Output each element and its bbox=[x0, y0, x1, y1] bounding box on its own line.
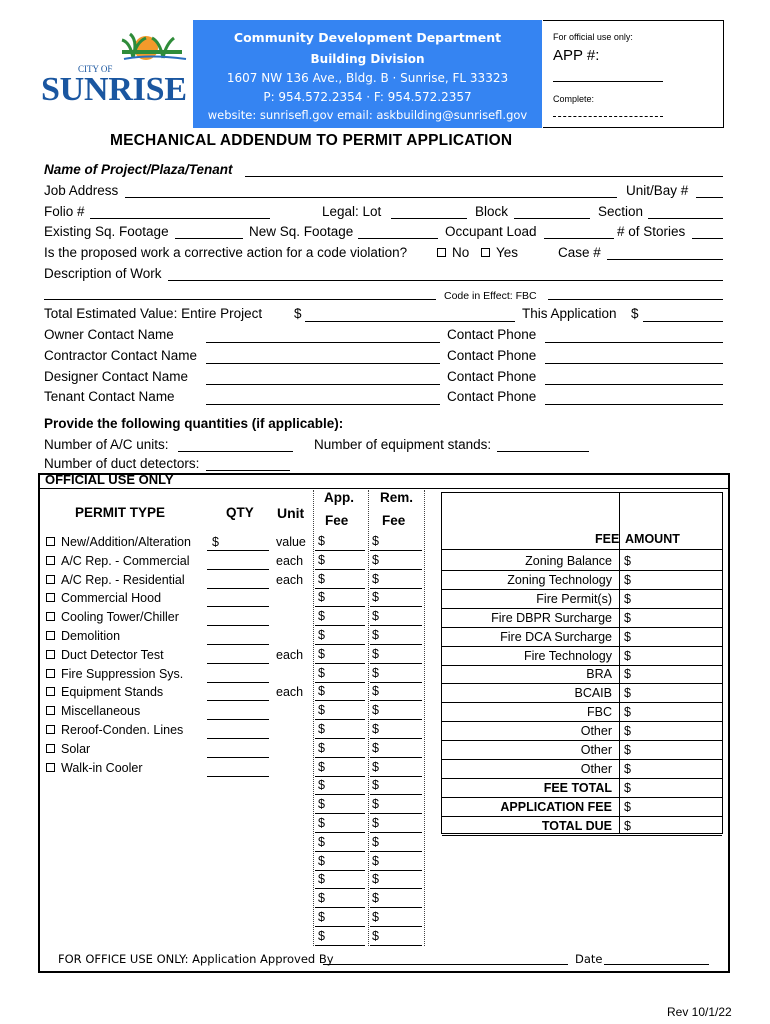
qty-input[interactable] bbox=[207, 757, 269, 758]
permit-type-option[interactable]: Walk-in Cooler bbox=[46, 760, 143, 776]
rem-fee-cell[interactable]: $ bbox=[372, 928, 379, 943]
app-fee-cell[interactable]: $ bbox=[318, 552, 325, 567]
fee-amount-cell[interactable]: $ bbox=[624, 780, 631, 795]
fee-amount-cell[interactable]: $ bbox=[624, 724, 631, 739]
fee-amount-cell[interactable]: $ bbox=[624, 629, 631, 644]
fee-amount-cell[interactable]: $ bbox=[624, 667, 631, 682]
app-fee-cell[interactable]: $ bbox=[318, 853, 325, 868]
phone-label: Contact Phone bbox=[447, 348, 537, 363]
permit-type-option[interactable]: Commercial Hood bbox=[46, 590, 161, 606]
fee-amount-cell[interactable]: $ bbox=[624, 591, 631, 606]
app-fee-input[interactable] bbox=[315, 870, 365, 871]
project-label: Name of Project/Plaza/Tenant bbox=[44, 162, 233, 177]
quantities-heading: Provide the following quantities (if applicable): bbox=[44, 416, 344, 431]
fee-header: FEE bbox=[595, 532, 620, 546]
fee-label: Zoning Technology bbox=[507, 572, 612, 587]
app-fee-cell[interactable]: $ bbox=[318, 872, 325, 887]
rem-fee-cell[interactable]: $ bbox=[372, 684, 379, 699]
duct-detectors-input[interactable] bbox=[206, 470, 290, 471]
rem-fee-input[interactable] bbox=[370, 625, 422, 626]
fee-amount-cell[interactable]: $ bbox=[624, 818, 631, 833]
phone-label: Contact Phone bbox=[447, 389, 537, 404]
fee-label: BRA bbox=[586, 667, 612, 682]
rem-fee-input[interactable] bbox=[370, 588, 422, 589]
entire-project-input[interactable] bbox=[305, 321, 515, 322]
permit-type-option[interactable]: Duct Detector Test bbox=[46, 647, 164, 663]
approved-by-input[interactable] bbox=[323, 964, 568, 965]
qty-input[interactable] bbox=[207, 738, 269, 739]
app-fee-cell[interactable]: $ bbox=[318, 778, 325, 793]
rem-fee-input[interactable] bbox=[370, 550, 422, 551]
app-fee-input[interactable] bbox=[315, 926, 365, 927]
app-fee-cell[interactable]: $ bbox=[318, 703, 325, 718]
rem-fee-input[interactable] bbox=[370, 794, 422, 795]
date-label: Date bbox=[575, 952, 603, 966]
rem-fee-cell[interactable]: $ bbox=[372, 759, 379, 774]
app-fee-input[interactable] bbox=[315, 888, 365, 889]
qty-input[interactable] bbox=[207, 700, 269, 701]
permit-checkbox[interactable] bbox=[46, 556, 55, 565]
app-number-label: APP #: bbox=[553, 47, 600, 64]
app-fee-input[interactable] bbox=[315, 644, 365, 645]
app-fee-cell[interactable]: $ bbox=[318, 816, 325, 830]
permit-checkbox[interactable] bbox=[46, 706, 55, 715]
qty-input[interactable] bbox=[207, 682, 269, 683]
phone-label: Contact Phone bbox=[447, 369, 537, 384]
unit-value: value bbox=[276, 535, 306, 549]
fee-label: FBC bbox=[587, 705, 612, 720]
app-fee-header: Fee bbox=[325, 513, 349, 528]
existing-sqft-label: Existing Sq. Footage bbox=[44, 224, 169, 239]
fee-label: Other bbox=[580, 743, 612, 757]
stories-input[interactable] bbox=[692, 238, 723, 239]
yes-checkbox[interactable] bbox=[481, 248, 490, 257]
fee-label: APPLICATION FEE bbox=[500, 799, 612, 814]
rem-fee-cell[interactable]: $ bbox=[372, 703, 379, 718]
equipment-stands-input[interactable] bbox=[497, 451, 589, 452]
app-fee-cell[interactable]: $ bbox=[318, 571, 325, 586]
app-fee-cell[interactable]: $ bbox=[318, 797, 325, 812]
phone-label: Contact Phone bbox=[447, 327, 537, 342]
folio-input[interactable] bbox=[90, 218, 270, 219]
app-fee-input[interactable] bbox=[315, 945, 365, 946]
rem-fee-header: Fee bbox=[382, 513, 406, 528]
permit-checkbox[interactable] bbox=[46, 744, 55, 753]
permit-type-option[interactable]: Fire Suppression Sys. bbox=[46, 666, 183, 682]
rem-fee-cell[interactable]: $ bbox=[372, 571, 379, 586]
owner-phone-input[interactable] bbox=[545, 342, 723, 343]
app-fee-cell[interactable]: $ bbox=[318, 740, 325, 755]
fee-amount-cell[interactable]: $ bbox=[624, 705, 631, 720]
unit-value: each bbox=[276, 685, 304, 700]
permit-checkbox[interactable] bbox=[46, 725, 55, 734]
rem-fee-cell[interactable]: $ bbox=[372, 534, 379, 548]
rem-fee-input[interactable] bbox=[370, 851, 422, 852]
approved-by-label: FOR OFFICE USE ONLY: Application Approved By bbox=[58, 952, 334, 966]
corrective-question: Is the proposed work a corrective action for a code violation? bbox=[44, 245, 408, 260]
new-sqft-label: New Sq. Footage bbox=[249, 224, 354, 239]
form-title: MECHANICAL ADDENDUM TO PERMIT APPLICATION bbox=[110, 132, 513, 149]
description-label: Description of Work bbox=[44, 266, 162, 281]
stories-label: # of Stories bbox=[617, 224, 686, 239]
qty-header: QTY bbox=[226, 505, 254, 520]
rem-fee-input[interactable] bbox=[370, 776, 422, 777]
qty-input[interactable] bbox=[207, 719, 269, 720]
permit-type-option[interactable]: A/C Rep. - Residential bbox=[46, 572, 185, 588]
permit-type-option[interactable]: Miscellaneous bbox=[46, 703, 140, 719]
yes-option[interactable]: Yes bbox=[481, 245, 518, 261]
section-input[interactable] bbox=[648, 218, 723, 219]
official-label: For official use only: bbox=[553, 32, 633, 42]
job-address-input[interactable] bbox=[125, 197, 617, 198]
permit-checkbox[interactable] bbox=[46, 687, 55, 696]
app-fee-input[interactable] bbox=[315, 569, 365, 570]
owner-label: Owner Contact Name bbox=[44, 327, 174, 342]
fee-amount-cell[interactable]: $ bbox=[624, 572, 631, 587]
this-application-input[interactable] bbox=[643, 321, 723, 322]
app-fee-cell[interactable]: $ bbox=[318, 609, 325, 624]
block-input[interactable] bbox=[514, 218, 590, 219]
description-input[interactable] bbox=[168, 280, 723, 281]
rem-fee-input[interactable] bbox=[370, 832, 422, 833]
lot-input[interactable] bbox=[391, 218, 467, 219]
qty-input[interactable] bbox=[207, 550, 269, 551]
tenant-phone-input[interactable] bbox=[545, 404, 723, 405]
app-fee-input[interactable] bbox=[315, 832, 365, 833]
unit-value: each bbox=[276, 553, 304, 568]
app-fee-input[interactable] bbox=[315, 757, 365, 758]
permit-checkbox[interactable] bbox=[46, 593, 55, 602]
legal-lot-label: Legal: Lot bbox=[322, 204, 382, 219]
app-fee-input[interactable] bbox=[315, 588, 365, 589]
rem-fee-cell[interactable]: $ bbox=[372, 552, 379, 567]
permit-checkbox[interactable] bbox=[46, 612, 55, 621]
app-fee-cell[interactable]: $ bbox=[318, 534, 325, 548]
rem-fee-input[interactable] bbox=[370, 682, 422, 683]
app-fee-cell[interactable]: $ bbox=[318, 590, 325, 605]
fee-label: FEE TOTAL bbox=[543, 780, 612, 795]
division-name: Building Division bbox=[310, 52, 425, 66]
rem-fee-cell[interactable]: $ bbox=[372, 646, 379, 661]
ac-units-input[interactable] bbox=[178, 451, 293, 452]
app-fee-cell[interactable]: $ bbox=[318, 910, 325, 924]
unit-label: Unit/Bay # bbox=[626, 183, 689, 198]
fee-label: Fire Permit(s) bbox=[536, 591, 612, 606]
address: 1607 NW 136 Ave., Bldg. B · Sunrise, FL 33323 bbox=[226, 71, 509, 85]
contractor-label: Contractor Contact Name bbox=[44, 348, 198, 363]
qty-input[interactable] bbox=[207, 588, 269, 589]
rem-fee-input[interactable] bbox=[370, 606, 422, 607]
rem-fee-cell[interactable]: $ bbox=[372, 910, 379, 924]
section-label: Section bbox=[598, 204, 644, 219]
existing-sqft-input[interactable] bbox=[175, 238, 243, 239]
designer-phone-input[interactable] bbox=[545, 384, 723, 385]
designer-label: Designer Contact Name bbox=[44, 369, 189, 384]
rem-header: Rem. bbox=[380, 490, 414, 505]
revision-label: Rev 10/1/22 bbox=[667, 1005, 732, 1019]
permit-checkbox[interactable] bbox=[46, 650, 55, 659]
unit-value: each bbox=[276, 572, 304, 587]
fee-label: BCAIB bbox=[574, 686, 612, 701]
rem-fee-cell[interactable]: $ bbox=[372, 740, 379, 755]
app-fee-input[interactable] bbox=[315, 738, 365, 739]
qty-value: $ bbox=[212, 535, 219, 549]
code-in-effect-label: Code in Effect: FBC bbox=[444, 290, 537, 302]
app-fee-input[interactable] bbox=[315, 794, 365, 795]
fee-amount-cell[interactable]: $ bbox=[624, 686, 631, 701]
rem-fee-cell[interactable]: $ bbox=[372, 590, 379, 605]
contractor-input[interactable] bbox=[206, 363, 440, 364]
fee-amount-cell[interactable]: $ bbox=[624, 743, 631, 757]
tenant-label: Tenant Contact Name bbox=[44, 389, 175, 404]
permit-checkbox[interactable] bbox=[46, 537, 55, 546]
this-application-label: This Application bbox=[522, 306, 617, 321]
no-checkbox[interactable] bbox=[437, 248, 446, 257]
occupant-load-input[interactable] bbox=[544, 238, 614, 239]
code-input[interactable] bbox=[548, 299, 723, 300]
fee-amount-cell[interactable]: $ bbox=[624, 610, 631, 625]
permit-type-option[interactable]: A/C Rep. - Commercial bbox=[46, 553, 190, 569]
fee-label: Zoning Balance bbox=[525, 554, 612, 568]
department-header bbox=[193, 20, 542, 128]
rem-fee-cell[interactable]: $ bbox=[372, 797, 379, 812]
permit-checkbox[interactable] bbox=[46, 575, 55, 584]
app-fee-input[interactable] bbox=[315, 663, 365, 664]
app-fee-input[interactable] bbox=[315, 776, 365, 777]
app-fee-input[interactable] bbox=[315, 719, 365, 720]
rem-fee-input[interactable] bbox=[370, 888, 422, 889]
permit-type-option[interactable]: Equipment Stands bbox=[46, 684, 163, 700]
app-fee-input[interactable] bbox=[315, 625, 365, 626]
permit-checkbox[interactable] bbox=[46, 631, 55, 640]
rem-fee-cell[interactable]: $ bbox=[372, 834, 379, 849]
rem-fee-cell[interactable]: $ bbox=[372, 665, 379, 680]
fee-amount-cell[interactable]: $ bbox=[624, 554, 631, 568]
ac-units-label: Number of A/C units: bbox=[44, 437, 169, 452]
project-input[interactable] bbox=[245, 176, 723, 177]
rem-fee-cell[interactable]: $ bbox=[372, 778, 379, 793]
qty-input[interactable] bbox=[207, 625, 269, 626]
rem-fee-cell[interactable]: $ bbox=[372, 872, 379, 887]
folio-label: Folio # bbox=[44, 204, 85, 219]
app-fee-cell[interactable]: $ bbox=[318, 759, 325, 774]
rem-fee-input[interactable] bbox=[370, 663, 422, 664]
permit-type-option[interactable]: Reroof-Conden. Lines bbox=[46, 722, 183, 738]
website-email: website: sunrisefl.gov email: askbuilding@sunrisefl.gov bbox=[207, 108, 528, 122]
job-address-label: Job Address bbox=[44, 183, 119, 198]
rem-fee-input[interactable] bbox=[370, 907, 422, 908]
contractor-phone-input[interactable] bbox=[545, 363, 723, 364]
rem-fee-input[interactable] bbox=[370, 700, 422, 701]
fee-amount-cell[interactable]: $ bbox=[624, 799, 631, 814]
dollar-sign: $ bbox=[631, 306, 639, 321]
duct-detectors-label: Number of duct detectors: bbox=[44, 456, 200, 471]
total-value-label: Total Estimated Value: Entire Project bbox=[44, 306, 263, 321]
app-fee-cell[interactable]: $ bbox=[318, 928, 325, 943]
unit-value: each bbox=[276, 647, 304, 662]
no-option[interactable]: No bbox=[437, 245, 469, 261]
app-fee-cell[interactable]: $ bbox=[318, 628, 325, 642]
rem-fee-cell[interactable]: $ bbox=[372, 609, 379, 624]
rem-fee-cell[interactable]: $ bbox=[372, 722, 379, 736]
permit-checkbox[interactable] bbox=[46, 669, 55, 678]
new-sqft-input[interactable] bbox=[358, 238, 438, 239]
date-input[interactable] bbox=[604, 964, 709, 965]
case-input[interactable] bbox=[607, 259, 723, 260]
rem-fee-input[interactable] bbox=[370, 945, 422, 946]
amount-header: AMOUNT bbox=[625, 532, 680, 546]
permit-checkbox[interactable] bbox=[46, 763, 55, 772]
app-fee-input[interactable] bbox=[315, 813, 365, 814]
unit-header: Unit bbox=[277, 505, 305, 521]
fee-label: Fire DCA Surcharge bbox=[500, 629, 612, 644]
permit-type-option[interactable]: Demolition bbox=[46, 628, 120, 644]
logo-city-text: CITY OF bbox=[78, 64, 113, 74]
app-fee-input[interactable] bbox=[315, 851, 365, 852]
permit-type-option[interactable]: Solar bbox=[46, 741, 90, 757]
fee-amount-cell[interactable]: $ bbox=[624, 761, 631, 776]
qty-input[interactable] bbox=[207, 663, 269, 664]
app-fee-cell[interactable]: $ bbox=[318, 722, 325, 736]
fee-label: Fire DBPR Surcharge bbox=[491, 610, 612, 625]
block-label: Block bbox=[475, 204, 509, 219]
fee-label: Fire Technology bbox=[523, 648, 612, 663]
description-input-2[interactable] bbox=[44, 299, 436, 300]
rem-fee-cell[interactable]: $ bbox=[372, 628, 379, 642]
permit-type-option[interactable]: Cooling Tower/Chiller bbox=[46, 609, 179, 625]
app-fee-cell[interactable]: $ bbox=[318, 891, 325, 906]
app-fee-input[interactable] bbox=[315, 700, 365, 701]
tenant-input[interactable] bbox=[206, 404, 440, 405]
rem-fee-cell[interactable]: $ bbox=[372, 853, 379, 868]
rem-fee-input[interactable] bbox=[370, 644, 422, 645]
app-fee-input[interactable] bbox=[315, 550, 365, 551]
app-fee-cell[interactable]: $ bbox=[318, 834, 325, 849]
app-fee-input[interactable] bbox=[315, 682, 365, 683]
permit-type-header: PERMIT TYPE bbox=[75, 505, 166, 520]
fee-amount-cell[interactable]: $ bbox=[624, 648, 631, 663]
rem-fee-input[interactable] bbox=[370, 813, 422, 814]
app-fee-input[interactable] bbox=[315, 907, 365, 908]
case-label: Case # bbox=[558, 245, 601, 260]
rem-fee-input[interactable] bbox=[370, 738, 422, 739]
rem-fee-cell[interactable]: $ bbox=[372, 816, 379, 830]
official-use-heading: OFFICIAL USE ONLY bbox=[45, 472, 174, 487]
rem-fee-input[interactable] bbox=[370, 757, 422, 758]
city-logo bbox=[38, 28, 190, 112]
department-name: Community Development Department bbox=[233, 30, 502, 45]
rem-fee-cell[interactable]: $ bbox=[372, 891, 379, 906]
fee-label: TOTAL DUE bbox=[541, 818, 612, 833]
equipment-stands-label: Number of equipment stands: bbox=[314, 437, 492, 452]
app-fee-cell[interactable]: $ bbox=[318, 646, 325, 661]
rem-fee-input[interactable] bbox=[370, 719, 422, 720]
qty-input[interactable] bbox=[207, 776, 269, 777]
dollar-sign: $ bbox=[294, 306, 302, 321]
app-fee-cell[interactable]: $ bbox=[318, 665, 325, 680]
qty-input[interactable] bbox=[207, 606, 269, 607]
occupant-load-label: Occupant Load bbox=[445, 224, 537, 239]
fee-label: Other bbox=[580, 761, 612, 776]
qty-input[interactable] bbox=[207, 644, 269, 645]
official-use-box bbox=[543, 20, 724, 128]
app-fee-input[interactable] bbox=[315, 606, 365, 607]
owner-input[interactable] bbox=[206, 342, 440, 343]
fee-grid bbox=[441, 492, 723, 834]
app-header: App. bbox=[324, 490, 354, 505]
complete-label: Complete: bbox=[553, 94, 595, 104]
app-fee-cell[interactable]: $ bbox=[318, 684, 325, 699]
designer-input[interactable] bbox=[206, 384, 440, 385]
logo-name-text: SUNRISE bbox=[41, 71, 187, 108]
fee-label: Other bbox=[580, 724, 612, 739]
permit-type-option[interactable]: New/Addition/Alteration bbox=[46, 534, 191, 550]
phone-fax: P: 954.572.2354 · F: 954.572.2357 bbox=[263, 90, 472, 104]
rem-fee-input[interactable] bbox=[370, 870, 422, 871]
qty-input[interactable] bbox=[207, 569, 269, 570]
unit-input[interactable] bbox=[696, 197, 723, 198]
rem-fee-input[interactable] bbox=[370, 926, 422, 927]
rem-fee-input[interactable] bbox=[370, 569, 422, 570]
